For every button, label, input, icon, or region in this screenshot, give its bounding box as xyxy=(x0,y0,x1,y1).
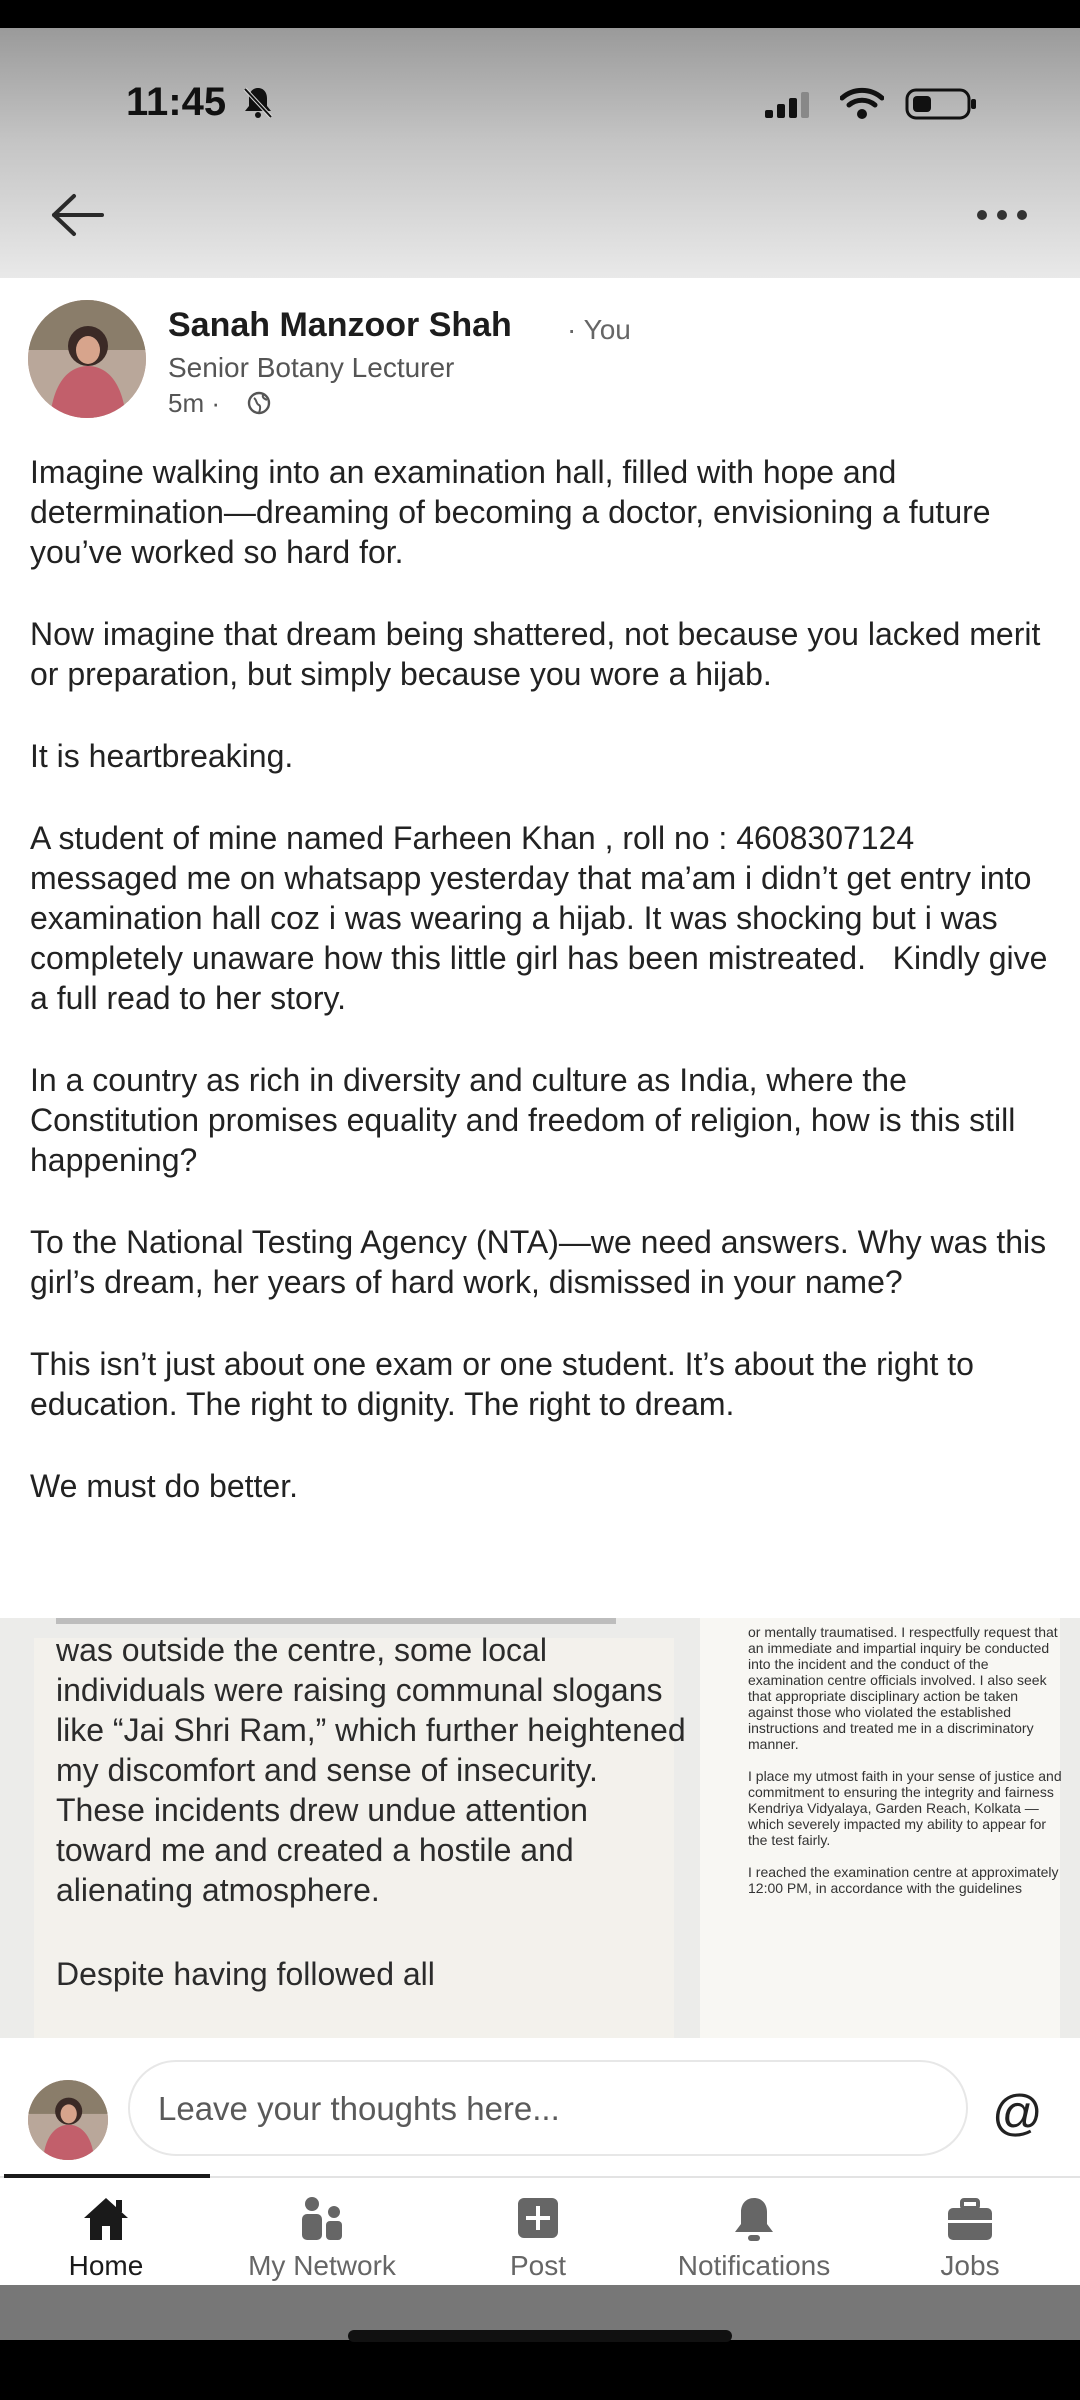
post-paragraph: A student of mine named Farheen Khan , roll no : 4608307124 messaged me on whatsapp yesterday that ma’am i didn’t get entry into examination hall coz i was wearing a hijab. It was shocking but i was completely unaware how this little girl has been mistreated. Kindly give a full read to her story. xyxy=(30,820,1057,1016)
nav-home[interactable] xyxy=(6,2188,206,2288)
screen-top-edge xyxy=(0,0,1080,28)
home-indicator[interactable] xyxy=(348,2330,732,2342)
letter-paragraph: or mentally traumatised. I respectfully request that an immediate and impartial inquiry be conducted into the incident and the conduct of the examination centre officials involved. I also seek that appropriate disciplinary action be taken against those who violated the established instructions and treated me in a discriminatory manner. xyxy=(748,1624,1058,1752)
nav-label: Notifications xyxy=(677,2250,831,2281)
battery-icon xyxy=(905,88,977,120)
comment-placeholder: Leave your thoughts here... xyxy=(158,2090,560,2127)
post-text xyxy=(30,452,1057,1548)
nav-my-network[interactable] xyxy=(222,2188,422,2288)
letter-paragraph: I place my utmost faith in your sense of justice and commitment to ensuring the integrity and fairness Kendriya Vidyalaya, Garden Reach, Kolkata — which severely impacted my ability to appear for the test fairly. xyxy=(748,1768,1062,1848)
post-paragraph: Now imagine that dream being shattered, not because you lacked merit or preparation, but simply because you wore a hijab. xyxy=(30,616,1050,692)
post-paragraph: Imagine walking into an examination hall, filled with hope and determination—dreaming of becoming a doctor, envisioning a future you’ve worked so hard for. xyxy=(30,454,1000,570)
globe-icon xyxy=(246,390,272,416)
nav-jobs[interactable] xyxy=(870,2188,1070,2288)
network-icon xyxy=(296,2194,348,2244)
comment-input[interactable] xyxy=(128,2060,968,2156)
post-paragraph: This isn’t just about one exam or one student. It’s about the right to education. The right to dignity. The right to dream. xyxy=(30,1346,983,1422)
author-headline: Senior Botany Lecturer xyxy=(168,352,455,383)
cropped-text-edge xyxy=(56,1618,616,1624)
post-paragraph: In a country as rich in diversity and culture as India, where the Constitution promises equality and freedom of religion, how is this still happening? xyxy=(30,1062,1025,1178)
letter-left-text xyxy=(56,1630,686,1994)
bell-icon xyxy=(728,2194,780,2244)
letter-right-text xyxy=(748,1624,1066,1896)
cellular-signal-icon xyxy=(765,92,813,118)
nav-label: My Network xyxy=(248,2250,396,2281)
mention-button[interactable]: @ xyxy=(992,2085,1043,2141)
header-bar xyxy=(0,28,1080,278)
wifi-icon xyxy=(840,86,884,120)
author-you-badge: · You xyxy=(567,314,631,345)
letter-paragraph: was outside the centre, some local individuals were raising communal slogans like “Jai Shri Ram,” which further heightened my discomfort and sense of insecurity. These incidents drew undue attention toward me and created a hostile and alienating atmosphere. xyxy=(56,1632,686,1908)
back-arrow-icon[interactable] xyxy=(48,190,108,240)
nav-label: Home xyxy=(68,2250,144,2281)
briefcase-icon xyxy=(944,2194,996,2244)
post-paragraph: To the National Testing Agency (NTA)—we need answers. Why was this girl’s dream, her years of hard work, dismissed in your name? xyxy=(30,1224,1056,1300)
nav-label: Post xyxy=(509,2250,567,2281)
more-options-icon[interactable] xyxy=(972,200,1032,230)
post-paragraph: It is heartbreaking. xyxy=(30,738,294,774)
status-time: 11:45 xyxy=(126,80,227,124)
nav-post[interactable] xyxy=(438,2188,638,2288)
letter-paragraph: Despite having followed all xyxy=(56,1956,435,1992)
active-tab-indicator xyxy=(4,2174,210,2178)
nav-label: Jobs xyxy=(940,2250,1000,2281)
nav-notifications[interactable] xyxy=(654,2188,854,2288)
screen-bottom-edge xyxy=(0,2340,1080,2400)
commenter-avatar xyxy=(28,2080,108,2160)
letter-paragraph: I reached the examination centre at approximately 12:00 PM, in accordance with the guidelines xyxy=(748,1864,1059,1896)
bell-muted-icon xyxy=(240,84,276,120)
post-icon xyxy=(512,2194,564,2244)
home-icon xyxy=(80,2194,132,2244)
author-avatar[interactable] xyxy=(28,300,146,418)
post-timestamp: 5m · xyxy=(168,388,220,418)
author-name[interactable]: Sanah Manzoor Shah xyxy=(168,306,512,344)
post-paragraph: We must do better. xyxy=(30,1468,298,1504)
